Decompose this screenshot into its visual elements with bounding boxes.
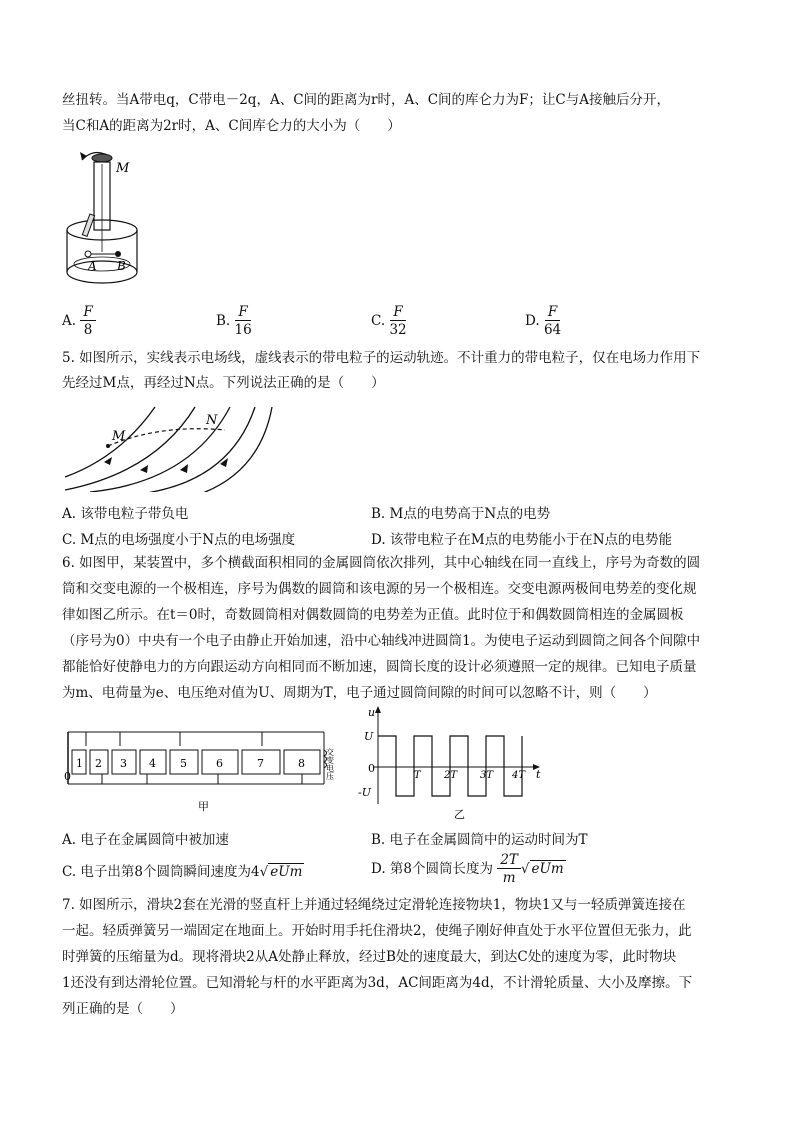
u-negative-label: -U bbox=[358, 786, 371, 799]
q6-option-c[interactable]: C. 电子出第8个圆筒瞬间速度为4√ eUm bbox=[62, 864, 303, 880]
caption-jia: 甲 bbox=[198, 800, 209, 813]
tube-label: 7 bbox=[257, 757, 264, 770]
tube-label: 6 bbox=[216, 757, 223, 770]
q5-text-line1: 5. 如图所示，实线表示电场线，虚线表示的带电粒子的运动轨迹。不计重力的带电粒子，仅在电场力作用下 bbox=[62, 350, 701, 366]
q6-option-b[interactable]: B. 电子在金属圆筒中的运动时间为T bbox=[371, 832, 588, 848]
q4-option-a[interactable]: A. $\frac{F}{8}$ bbox=[62, 304, 96, 339]
q7-text-line4: 1还没有到达滑轮位置。已知滑轮与杆的水平距离为3d，AC间距离为4d，不计滑轮质量、大小及摩擦。下 bbox=[62, 975, 693, 991]
torsion-balance-figure bbox=[60, 142, 160, 292]
origin-label: 0 bbox=[368, 762, 375, 775]
u-positive-label: U bbox=[364, 730, 374, 743]
ac-source-label: 交变电压 bbox=[325, 748, 335, 780]
label-b: B bbox=[117, 259, 126, 273]
q6-text-line1: 6. 如图甲，某装置中，多个横截面积相同的金属圆筒依次排列，其中心轴线在同一直线上，序号为奇数的圆 bbox=[62, 555, 701, 571]
label-m: M bbox=[112, 429, 126, 444]
q4-option-c[interactable]: C. $\frac{F}{32}$ bbox=[371, 304, 407, 338]
square-wave bbox=[378, 736, 522, 796]
q6-option-d[interactable]: D. 第8个圆筒长度为 $\frac{2T}{m}$ √ eUm bbox=[371, 852, 564, 886]
tube-label: 2 bbox=[95, 757, 102, 770]
q6-text-line6: 为m、电荷量为e、电压绝对值为U、周期为T，电子通过圆筒间隙的时间可以忽略不计，则（ ） bbox=[62, 685, 657, 701]
caption-yi: 乙 bbox=[454, 808, 465, 821]
plate-zero-label: 0 bbox=[64, 770, 71, 783]
q5-option-d[interactable]: D. 该带电粒子在M点的电势能小于在N点的电势能 bbox=[371, 532, 673, 548]
field-line bbox=[65, 407, 195, 490]
tick-label: 4T bbox=[512, 770, 526, 781]
voltage-waveform-figure bbox=[354, 704, 544, 822]
q6-option-a[interactable]: A. 电子在金属圆筒中被加速 bbox=[62, 832, 229, 848]
q4-option-d[interactable]: D. $\frac{F}{64}$ bbox=[525, 304, 562, 338]
q7-text-line1: 7. 如图所示，滑块2套在光滑的竖直杆上并通过轻绳绕过定滑轮连接物块1，物块1又与一轻质弹簧连接在 bbox=[62, 897, 686, 913]
q5-option-c[interactable]: C. M点的电场强度小于N点的电场强度 bbox=[62, 532, 296, 548]
q7-text-line2: 一起。轻质弹簧另一端固定在地面上。开始时用手托住滑块2，使绳子刚好伸直处于水平位置但无张力，此 bbox=[62, 923, 692, 939]
q5-option-a[interactable]: A. 该带电粒子带负电 bbox=[62, 506, 189, 522]
q6-text-line5: 都能恰好使静电力的方向跟运动方向相同而不断加速，圆筒长度的设计必须遵照一定的规律。已知电子质量 bbox=[62, 659, 697, 675]
q6-text-line2: 筒和交变电源的一个极相连，序号为偶数的圆筒和该电源的另一个极相连。交变电源两极间电势差的变化规 bbox=[62, 581, 697, 597]
tube-label: 8 bbox=[298, 757, 305, 770]
tube-label: 3 bbox=[120, 757, 127, 770]
tube-label: 4 bbox=[149, 757, 156, 770]
q4-text-line2: 当C和A的距离为2r时，A、C间库仑力的大小为（ ） bbox=[62, 118, 401, 134]
label-n: N bbox=[206, 413, 218, 428]
label-a: A bbox=[88, 259, 97, 273]
particle-trajectory bbox=[108, 429, 225, 446]
electric-field-figure bbox=[60, 402, 280, 492]
q7-text-line5: 列正确的是（ ） bbox=[62, 1001, 184, 1017]
field-line bbox=[65, 407, 155, 477]
tick-label: 2T bbox=[444, 770, 458, 781]
q4-option-b[interactable]: B. $\frac{F}{16}$ bbox=[216, 304, 252, 338]
tick-label: 3T bbox=[480, 770, 494, 781]
t-axis-label: t bbox=[536, 768, 541, 781]
q4-text-line1: 丝扭转。当A带电q，C带电－2q，A、C间的距离为r时，A、C间的库仑力为F；让C与A接触后分开， bbox=[62, 92, 671, 108]
drift-tube-figure bbox=[62, 722, 352, 814]
q5-text-line2: 先经过M点，再经过N点。下列说法正确的是（ ） bbox=[62, 375, 385, 391]
label-m: M bbox=[116, 161, 130, 176]
tick-label: T bbox=[414, 770, 421, 781]
q7-text-line3: 时弹簧的压缩量为d。现将滑块2从A处静止释放，经过B处的速度最大，到达C处的速度为零，此时物块 bbox=[62, 949, 677, 965]
q6-text-line4: （序号为0）中央有一个电子由静止开始加速，沿中心轴线冲进圆筒1。为使电子运动到圆筒之间各个间隙中 bbox=[62, 633, 701, 649]
q5-option-b[interactable]: B. M点的电势高于N点的电势 bbox=[371, 506, 551, 522]
q6-text-line3: 律如图乙所示。在t＝0时，奇数圆筒相对偶数圆筒的电势差为正值。此时位于和偶数圆筒相连的金属圆板 bbox=[62, 607, 684, 623]
tube-label: 1 bbox=[76, 757, 83, 770]
u-axis-label: u bbox=[368, 706, 376, 719]
tube-label: 5 bbox=[180, 757, 187, 770]
